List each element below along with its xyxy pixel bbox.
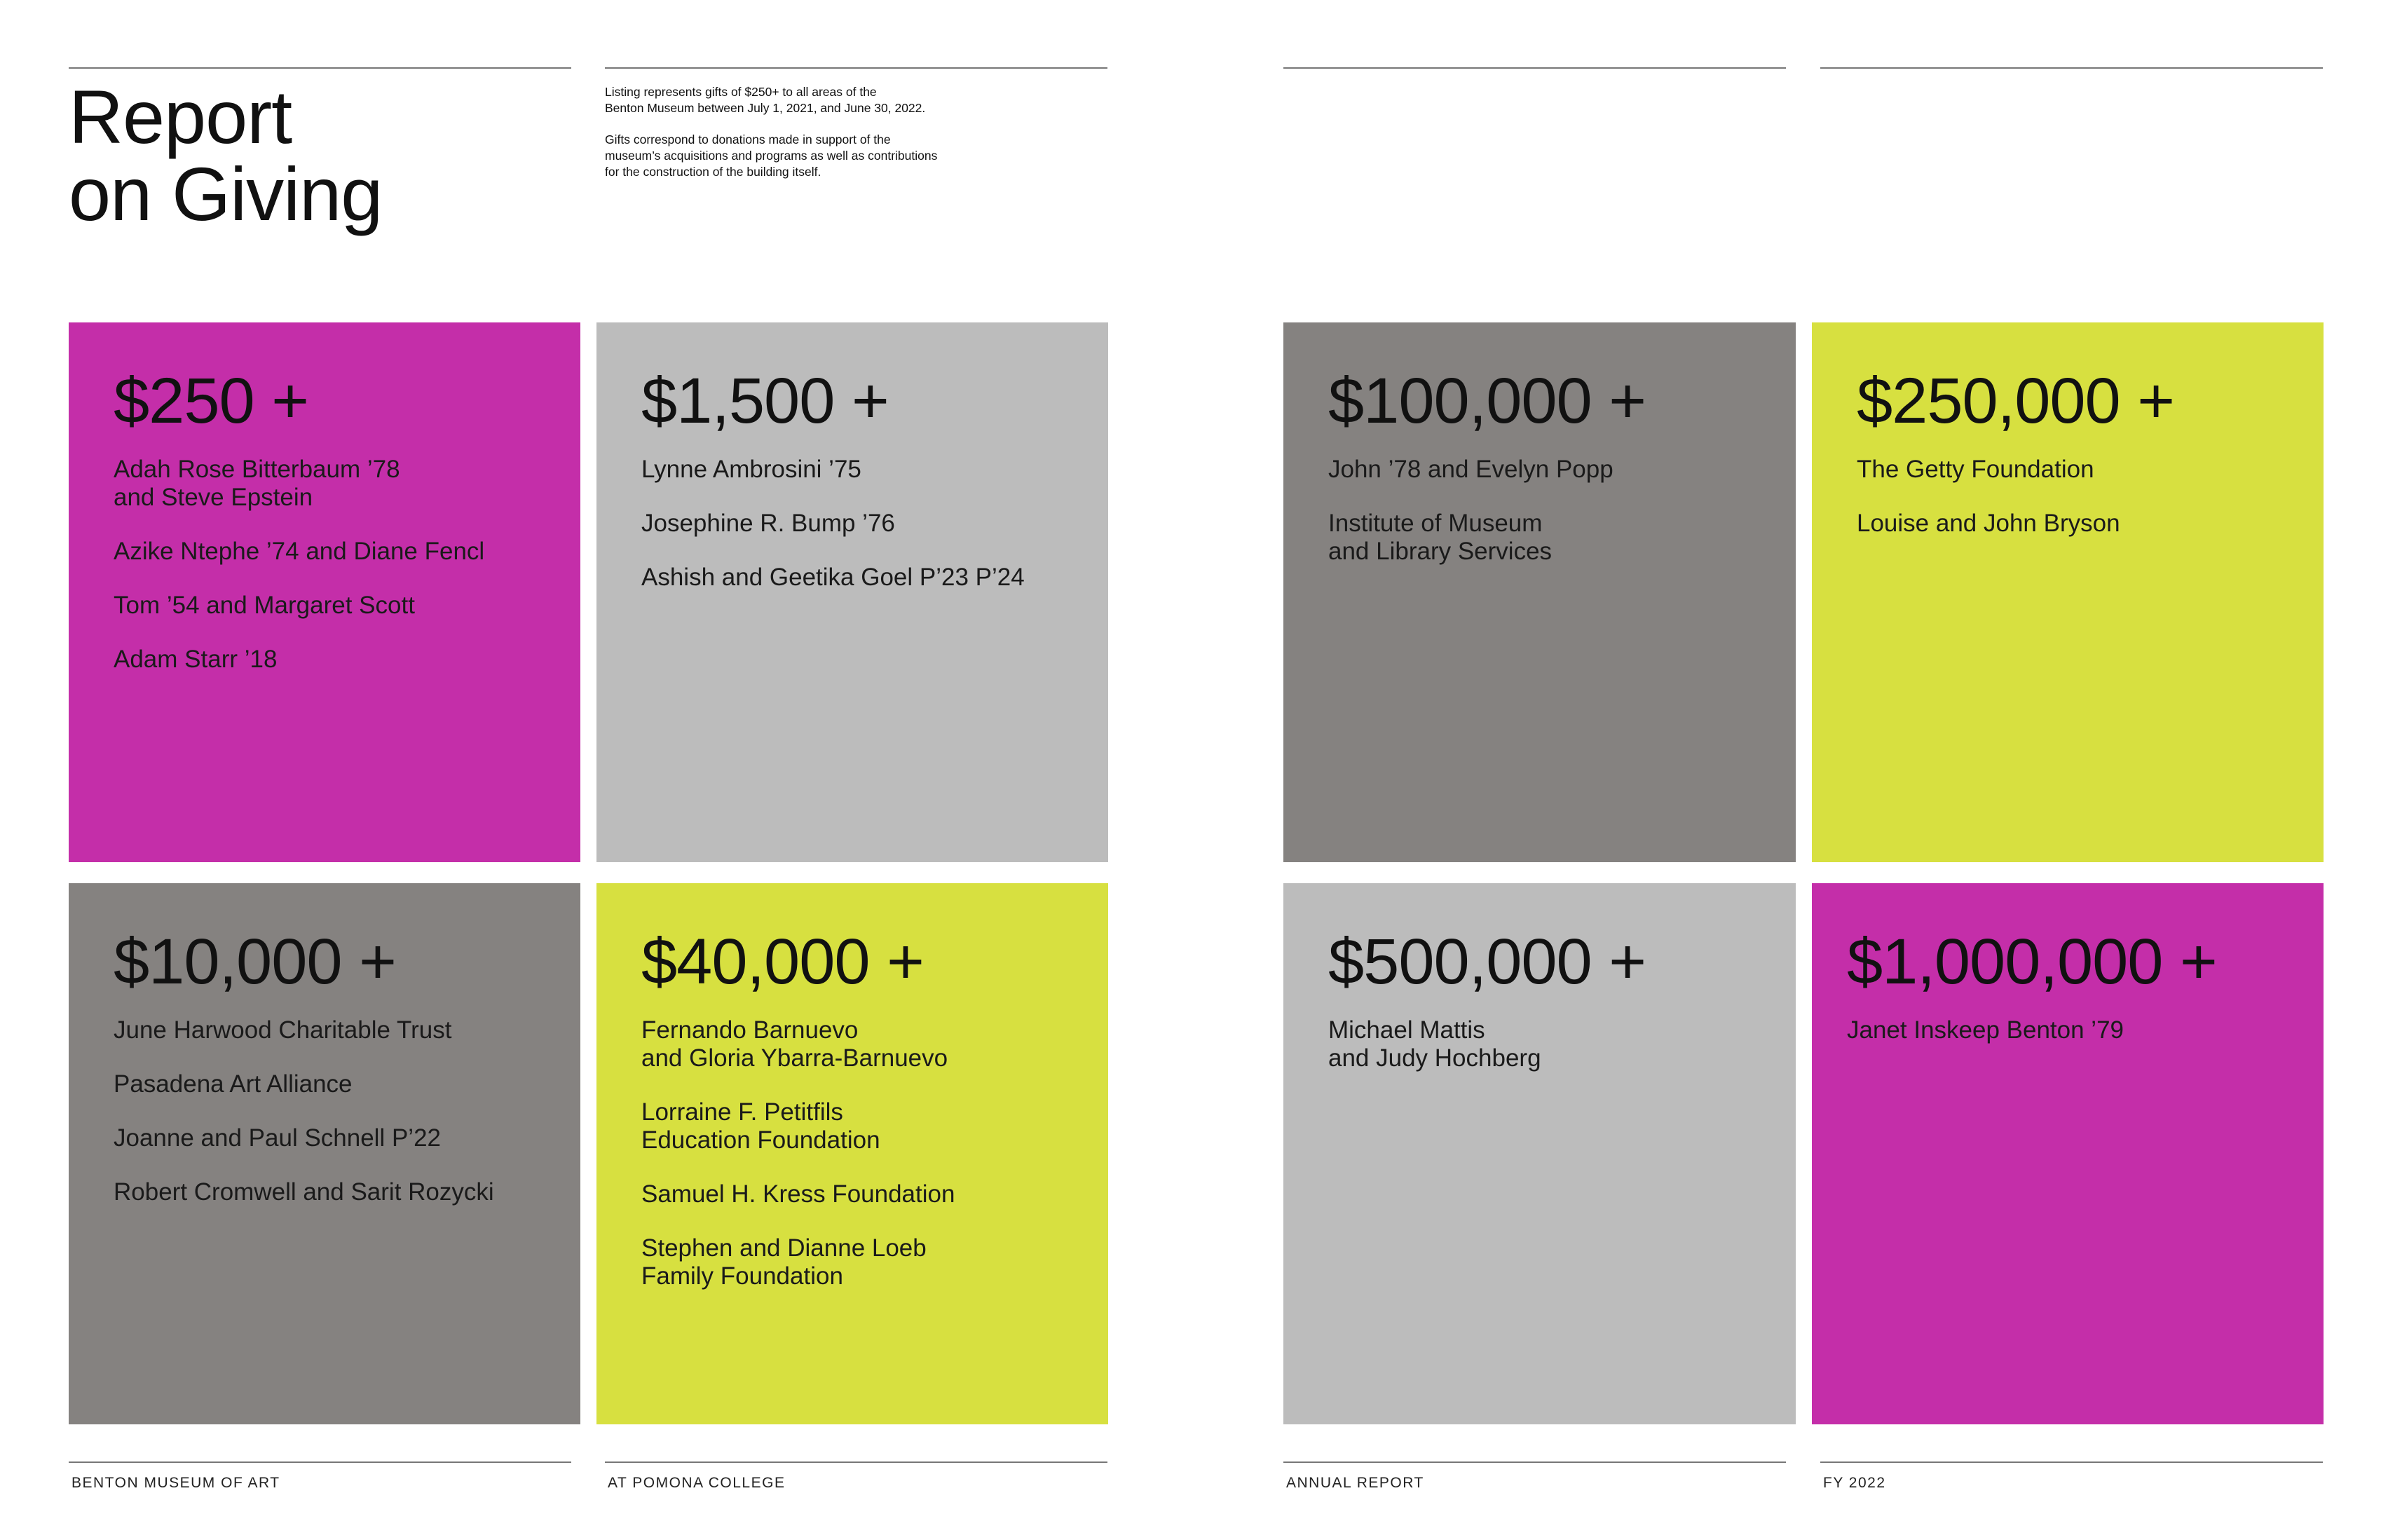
donor-list [1328,1016,1782,1098]
donor-name: Samuel H. Kress Foundation [641,1180,955,1208]
donor-name: Louise and John Bryson [1857,510,2120,537]
top-rule-4 [1820,67,2323,69]
donor-name: Azike Ntephe ’74 and Diane Fencl [114,538,485,565]
top-rule-3 [1283,67,1786,69]
donor-name: Fernando Barnuevo and Gloria Ybarra-Barnuevo [641,1016,948,1072]
donor-list [1857,456,2310,564]
donor-name: Lorraine F. Petitfils Education Foundation [641,1098,880,1154]
intro-text [605,84,1039,196]
donor-name: The Getty Foundation [1857,456,2094,483]
bottom-rule-2 [605,1461,1107,1463]
page-title-line-2: on Giving [69,151,383,236]
donor-list [114,456,566,700]
bottom-rule-4 [1820,1461,2323,1463]
tier-amount: $1,500 + [641,365,889,437]
donor-name: Michael Mattis and Judy Hochberg [1328,1016,1541,1072]
tier-box-1500 [596,322,1108,862]
donor-name: Lynne Ambrosini ’75 [641,456,861,483]
footer-report-name: ANNUAL REPORT [1286,1475,1424,1491]
tier-box-500000 [1283,883,1796,1424]
tier-amount: $100,000 + [1328,365,1646,437]
intro-paragraph-1: Listing represents gifts of $250+ to all areas of the Benton Museum between July 1, 2021, and June 30, 2022. [605,85,926,115]
donor-name: John ’78 and Evelyn Popp [1328,456,1614,483]
tier-box-250000 [1812,322,2324,862]
page-title-line-1: Report [69,74,292,159]
donor-name: Joanne and Paul Schnell P’22 [114,1124,442,1152]
donor-name: Institute of Museum and Library Services [1328,510,1553,565]
tier-box-10000 [69,883,580,1424]
donor-list [641,1016,1094,1316]
tier-amount: $1,000,000 + [1847,926,2217,997]
footer-fiscal-year: FY 2022 [1823,1475,1886,1491]
donor-name: Robert Cromwell and Sarit Rozycki [114,1178,494,1206]
tier-box-250 [69,322,580,862]
donor-list [114,1016,566,1232]
donor-name: Ashish and Geetika Goel P’23 P’24 [641,564,1025,591]
tier-amount: $250 + [114,365,308,437]
tier-box-100000 [1283,322,1796,862]
donor-name: Adah Rose Bitterbaum ’78 and Steve Epstein [114,456,400,511]
intro-paragraph-2: Gifts correspond to donations made in support of the museum’s acquisitions and programs as well as contributions for the construction of the building itself. [605,132,938,179]
bottom-rule-3 [1283,1461,1786,1463]
tier-amount: $40,000 + [641,926,924,997]
footer-college-name: AT POMONA COLLEGE [608,1475,786,1491]
donor-name: Josephine R. Bump ’76 [641,510,895,537]
tier-amount: $250,000 + [1857,365,2175,437]
donor-list [641,456,1094,618]
top-rule-1 [69,67,571,69]
donor-list [1847,1016,2310,1070]
top-rule-2 [605,67,1107,69]
donor-list [1328,456,1782,592]
donor-name: Adam Starr ’18 [114,646,278,673]
page-title [69,74,383,236]
donor-name: June Harwood Charitable Trust [114,1016,452,1044]
donor-name: Janet Inskeep Benton ’79 [1847,1016,2124,1044]
tier-amount: $10,000 + [114,926,396,997]
donor-name: Pasadena Art Alliance [114,1070,353,1098]
tier-amount: $500,000 + [1328,926,1646,997]
tier-box-40000 [596,883,1108,1424]
donor-name: Tom ’54 and Margaret Scott [114,592,415,619]
footer-museum-name: BENTON MUSEUM OF ART [71,1475,280,1491]
tier-box-1000000 [1812,883,2324,1424]
bottom-rule-1 [69,1461,571,1463]
donor-name: Stephen and Dianne Loeb Family Foundation [641,1234,927,1290]
